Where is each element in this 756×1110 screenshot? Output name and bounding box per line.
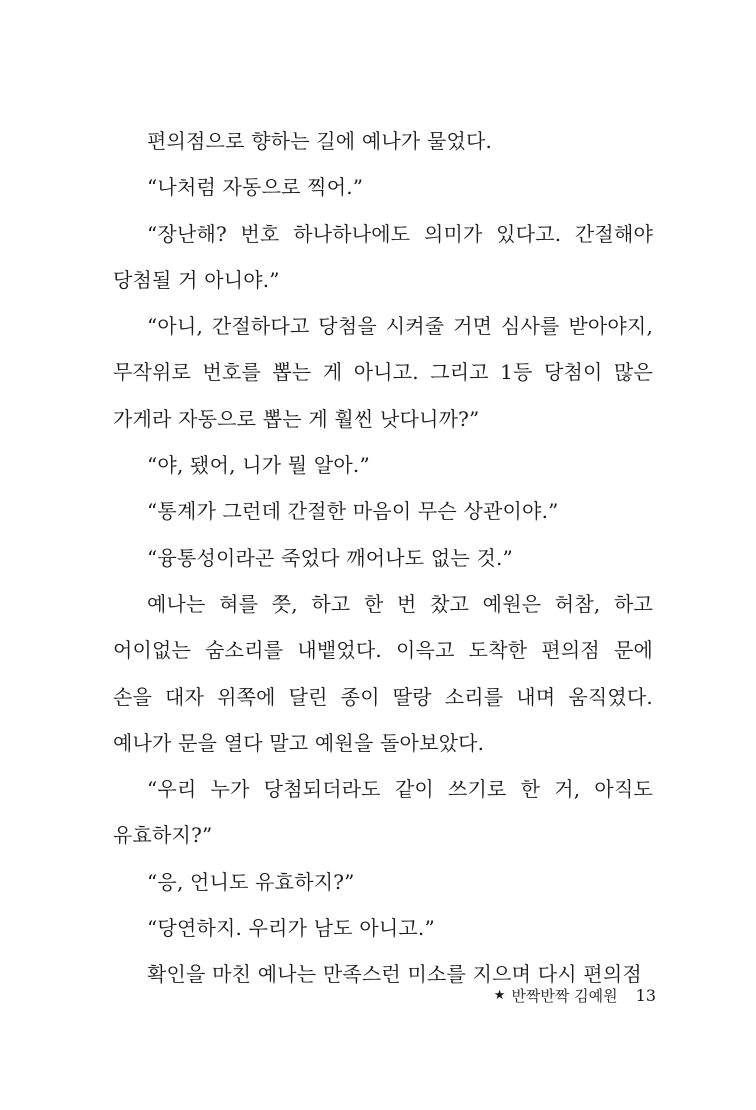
body-text: [113, 118, 653, 998]
paragraph: 확인을 마친 예나는 만족스런 미소를 지으며 다시 편의점: [147, 962, 642, 987]
star-icon: ★: [493, 988, 506, 1003]
paragraph: “우리 누가 당첨되더라도 같이 쓰기로 한 거, 아직도 유효하지?”: [113, 777, 653, 848]
paragraph: “아니, 간절하다고 당첨을 시켜줄 거면 심사를 받아야지, 무작위로 번호를 뽑는 게 아니고. 그리고 1등 당첨이 많은 가게라 자동으로 뽑는 게 훨씬 낫다니까?”: [113, 314, 653, 431]
paragraph: “당연하지. 우리가 남도 아니고.”: [147, 916, 435, 941]
page-number: 13: [635, 986, 656, 1005]
paragraph: “나처럼 자동으로 찍어.”: [147, 175, 364, 200]
paragraph: “장난해? 번호 하나하나에도 의미가 있다고. 간절해야 당첨될 거 아니야.”: [113, 221, 653, 292]
paragraph: “야, 됐어, 니가 뭘 알아.”: [147, 453, 370, 478]
page-footer: [494, 985, 656, 1006]
paragraph: “융통성이라곤 죽었다 깨어나도 없는 것.”: [147, 545, 513, 570]
running-title: 반짝반짝 김예원: [511, 987, 618, 1005]
paragraph: 예나는 혀를 쯧, 하고 한 번 찼고 예원은 허참, 하고 어이없는 숨소리를 내뱉었다. 이윽고 도착한 편의점 문에 손을 대자 위쪽에 달린 종이 딸랑 소리를 내며 움직였다. 예나가 문을 열다 말고 예원을 돌아보았다.: [113, 591, 653, 755]
paragraph: “통계가 그런데 간절한 마음이 무슨 상관이야.”: [147, 499, 559, 524]
paragraph: “응, 언니도 유효하지?”: [147, 869, 355, 894]
paragraph: 편의점으로 향하는 길에 예나가 물었다.: [147, 129, 493, 153]
